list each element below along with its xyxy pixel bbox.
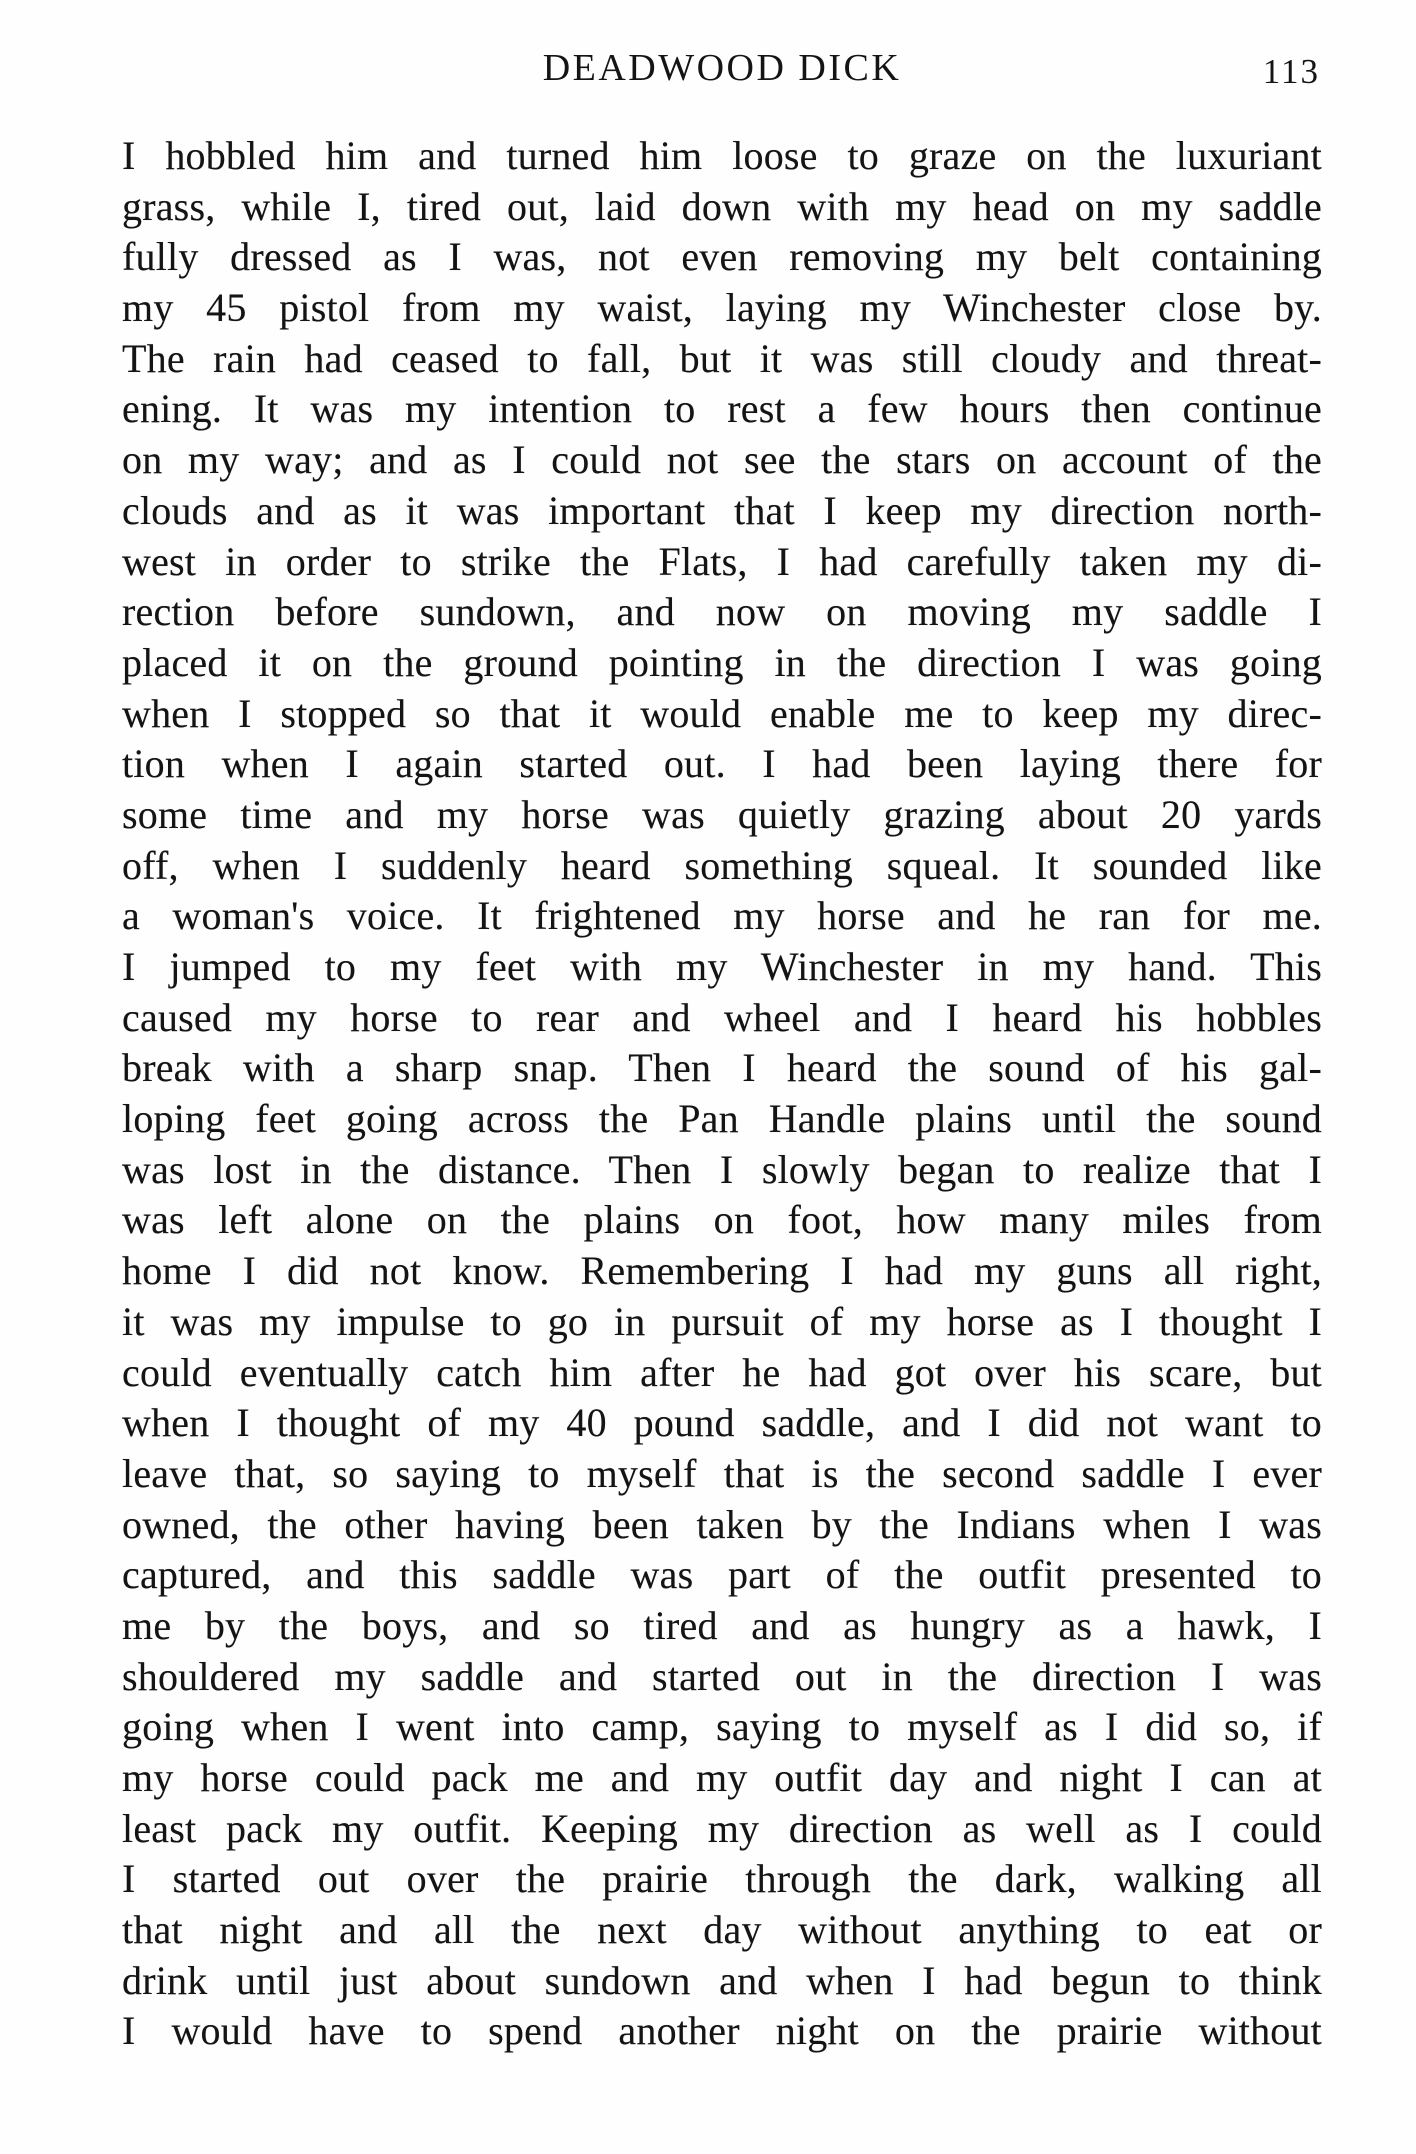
page-number: 113: [1262, 52, 1320, 91]
text-line: placed it on the ground pointing in the direction I was going: [122, 639, 1322, 685]
body-text: [122, 131, 1322, 2057]
text-line: going when I went into camp, saying to myself as I did so, if: [122, 1704, 1322, 1750]
text-line: shouldered my saddle and started out in the direction I was: [122, 1653, 1322, 1699]
text-line: when I stopped so that it would enable me to keep my direc-: [122, 690, 1322, 736]
text-line: when I thought of my 40 pound saddle, and I did not want to: [122, 1400, 1322, 1446]
text-line: captured, and this saddle was part of the outfit presented to: [122, 1552, 1322, 1598]
text-line: that night and all the next day without anything to eat or: [122, 1907, 1322, 1953]
text-line: could eventually catch him after he had got over his scare, but: [122, 1349, 1322, 1395]
text-line: I started out over the prairie through the dark, walking all: [122, 1856, 1322, 1902]
text-line: a woman's voice. It frightened my horse and he ran for me.: [122, 893, 1322, 939]
text-line: drink until just about sundown and when I had begun to think: [122, 1957, 1322, 2003]
text-line: was left alone on the plains on foot, how many miles from: [122, 1197, 1322, 1243]
text-line: break with a sharp snap. Then I heard the sound of his gal-: [122, 1045, 1322, 1091]
text-line: home I did not know. Remembering I had my guns all right,: [122, 1248, 1322, 1294]
text-line: my horse could pack me and my outfit day and night I can at: [122, 1755, 1322, 1800]
text-line: caused my horse to rear and wheel and I heard his hobbles: [122, 994, 1322, 1040]
page-header: [122, 46, 1322, 90]
text-line: my 45 pistol from my waist, laying my Winchester close by.: [122, 285, 1322, 331]
text-line: I hobbled him and turned him loose to graze on the luxuriant: [122, 133, 1322, 178]
text-line: I would have to spend another night on the prairie without: [122, 2008, 1322, 2054]
text-line: me by the boys, and so tired and as hungry as a hawk, I: [122, 1602, 1322, 1648]
text-line: rection before sundown, and now on moving my saddle I: [122, 589, 1322, 635]
text-line: leave that, so saying to myself that is the second saddle I ever: [122, 1450, 1322, 1496]
text-line: it was my impulse to go in pursuit of my horse as I thought I: [122, 1298, 1322, 1344]
text-line: off, when I suddenly heard something squeal. It sounded like: [122, 842, 1322, 888]
text-line: loping feet going across the Pan Handle plains until the sound: [122, 1096, 1322, 1142]
running-title: DEADWOOD DICK: [542, 47, 902, 89]
text-line: tion when I again started out. I had been laying there for: [122, 741, 1322, 787]
text-line: ening. It was my intention to rest a few hours then continue: [122, 386, 1322, 432]
text-line: was lost in the distance. Then I slowly began to realize that I: [122, 1146, 1322, 1192]
text-line: I jumped to my feet with my Winchester in my hand. This: [122, 944, 1322, 989]
text-line: fully dressed as I was, not even removing my belt containing: [122, 234, 1322, 280]
text-line: west in order to strike the Flats, I had carefully taken my di-: [122, 538, 1322, 584]
text-line: least pack my outfit. Keeping my direction as well as I could: [122, 1805, 1322, 1851]
text-line: some time and my horse was quietly grazing about 20 yards: [122, 791, 1322, 837]
text-line: grass, while I, tired out, laid down with my head on my saddle: [122, 183, 1322, 229]
text-line: clouds and as it was important that I keep my direction north-: [122, 487, 1322, 533]
text-line: owned, the other having been taken by the Indians when I was: [122, 1501, 1322, 1547]
text-line: on my way; and as I could not see the stars on account of the: [122, 437, 1322, 483]
text-line: The rain had ceased to fall, but it was still cloudy and threat-: [122, 335, 1322, 381]
